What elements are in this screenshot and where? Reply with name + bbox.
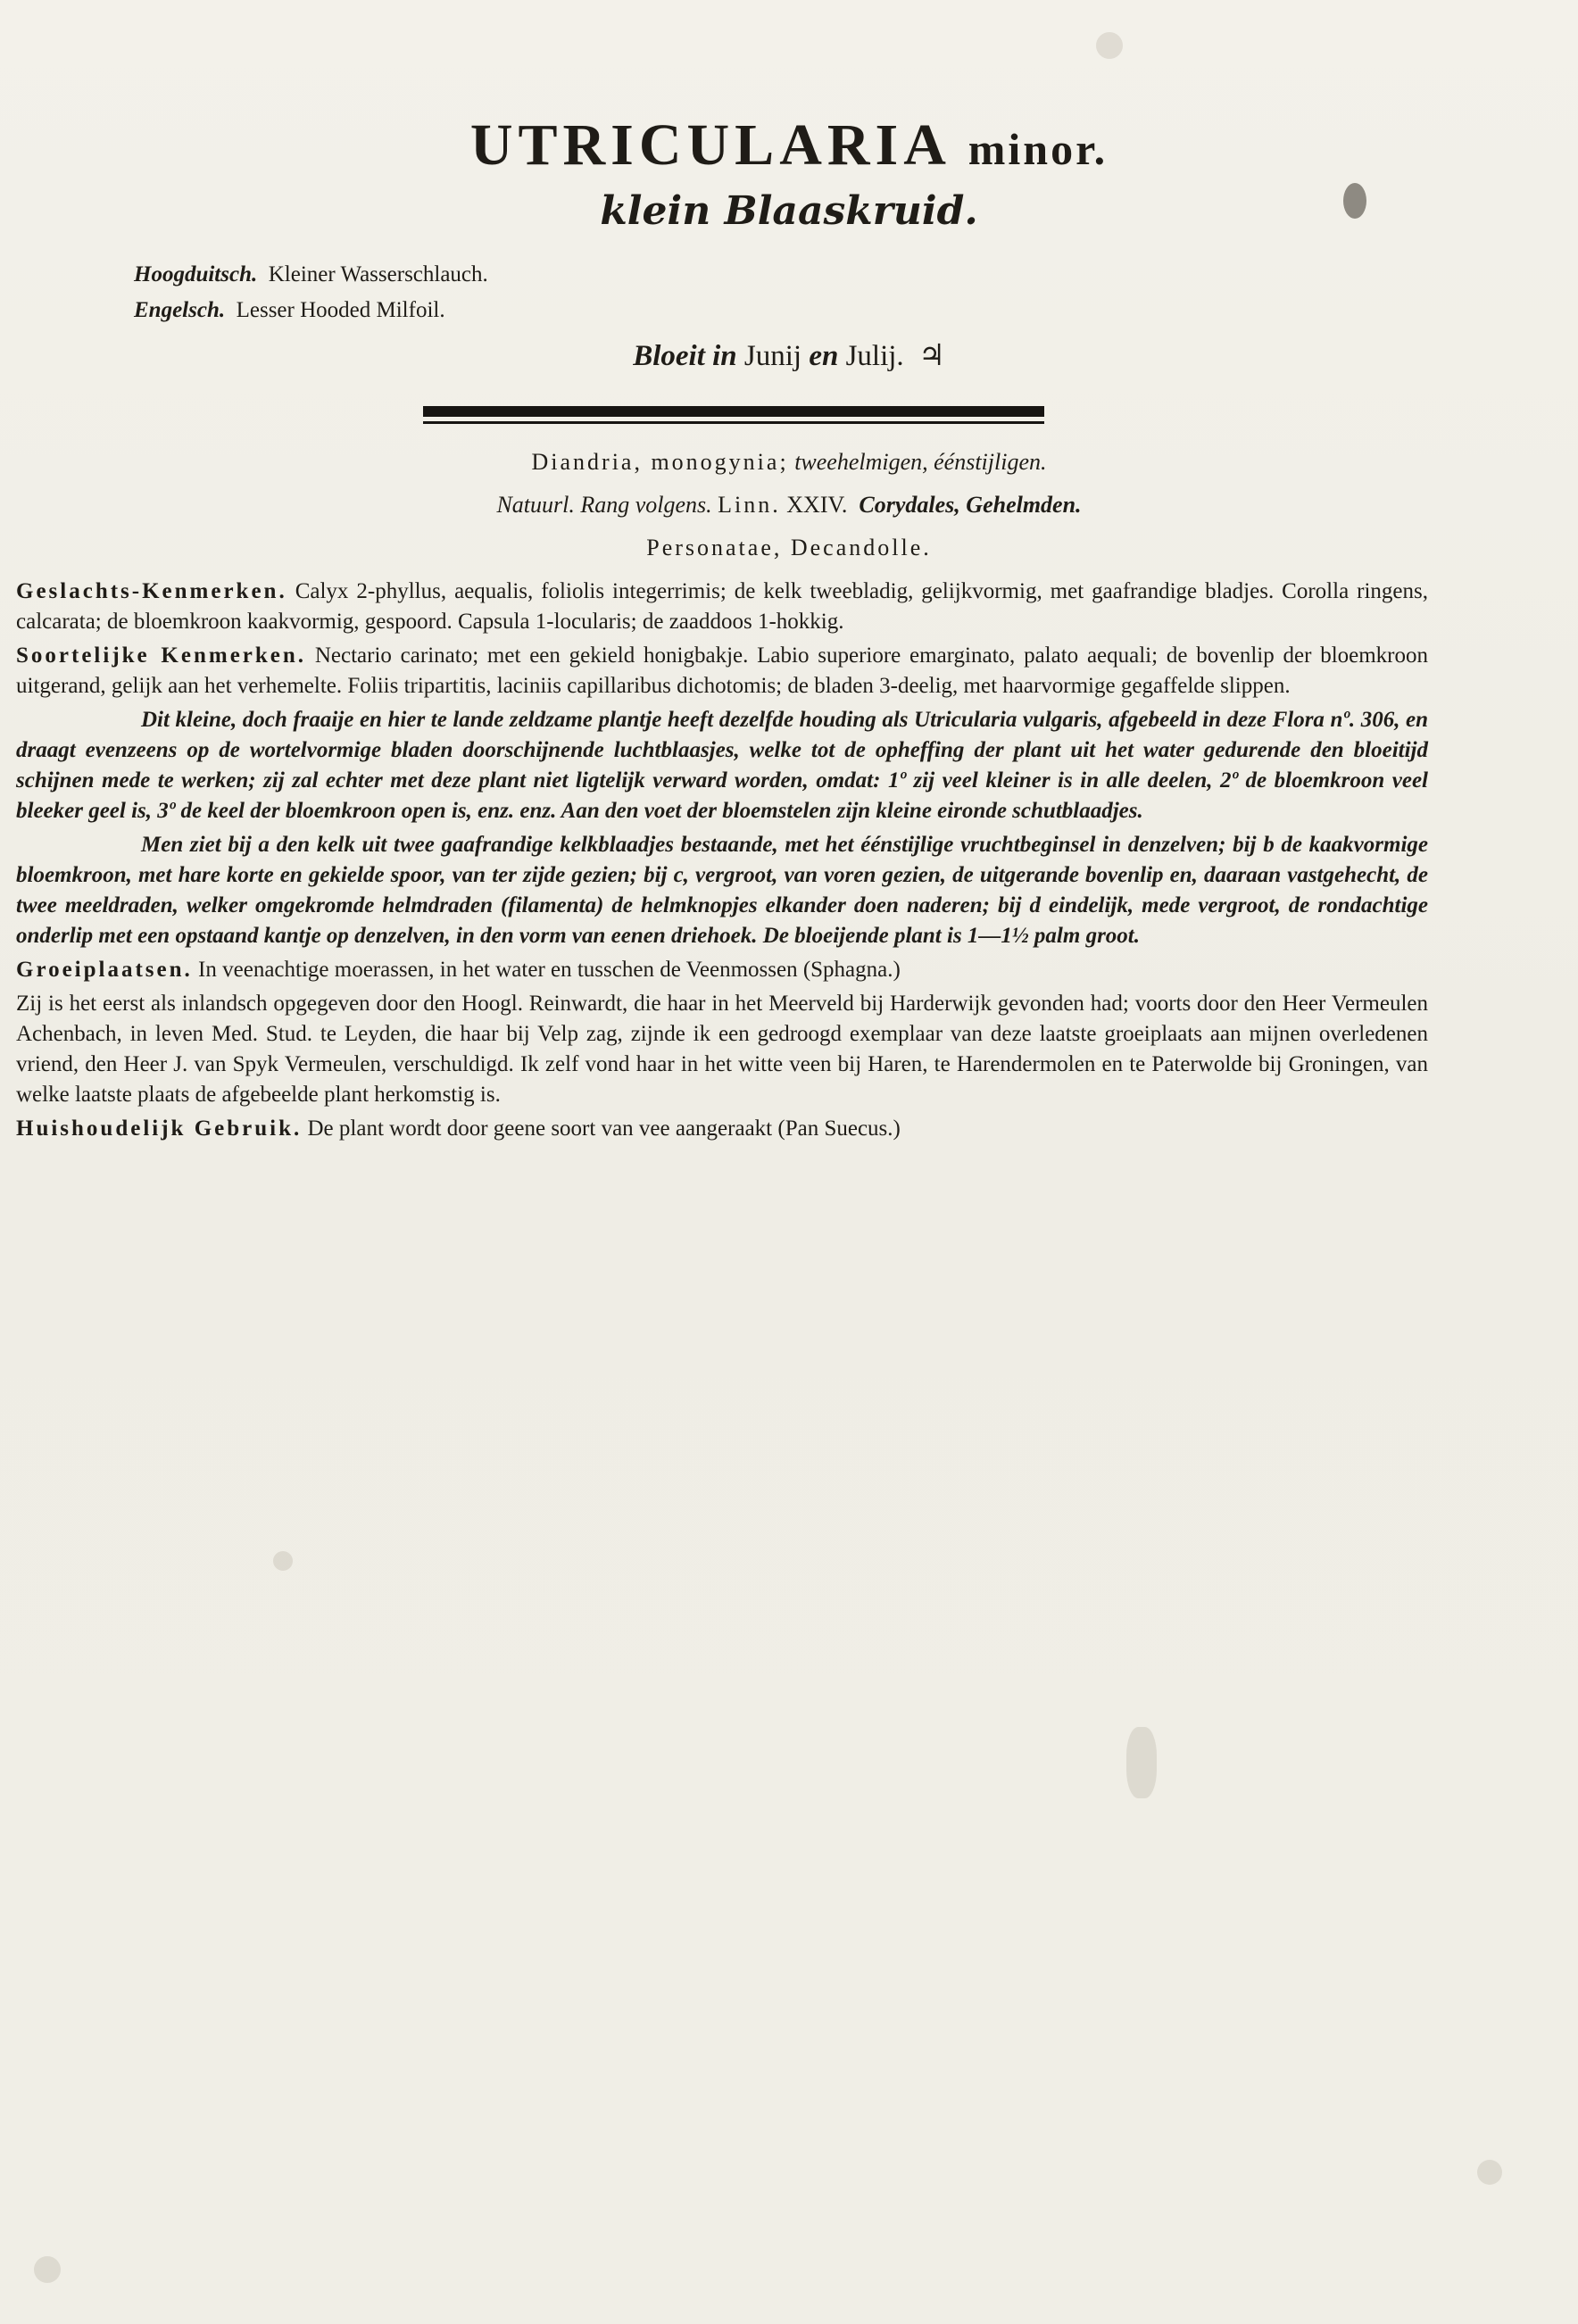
paper-stain	[1126, 1727, 1157, 1798]
section-label: Geslachts-Kenmerken.	[16, 579, 287, 603]
paper-stain	[273, 1551, 293, 1571]
header-rule	[423, 406, 1044, 429]
bloeit-label: Bloeit in	[633, 340, 737, 372]
genus-name: UTRICULARIA	[469, 112, 949, 178]
species-name: minor.	[968, 124, 1109, 174]
habitat-paragraph: Zij is het eerst als inlandsch opgegeven door den Hoogl. Reinwardt, die haar in het Meerveld bij Harderwijk gevonden had; voorts door den Heer Vermeulen Achenbach, in leven Med. Stud. te Leyden, die haar bij Velp zag, zijnde ik een gedroogd exemplaar van deze laatste groeiplaats aan mijnen overledenen vriend, den Heer J. van Spyk Vermeulen, verschuldigd. Ik zelf vond haar in het witte veen bij Haren, te Harendermolen en te Paterwolde bij Groningen, van welke laatste plaats de afgebeelde plant herkomstig is.	[16, 992, 1428, 1107]
perennial-symbol: ♃	[918, 340, 945, 372]
paper-stain	[1477, 2160, 1502, 2185]
paper-stain	[34, 2256, 61, 2283]
classification-line-1: Diandria, monogynia; tweehelmigen, éénstijligen.	[531, 449, 1047, 475]
habitat: Groeiplaatsen. In veenachtige moerassen, in het water en tusschen de Veenmossen (Sphagna.)	[16, 958, 901, 982]
foreign-name: Kleiner Wasserschlauch.	[268, 262, 488, 286]
month-2: Julij.	[845, 340, 904, 372]
section-label: Soortelijke Kenmerken.	[16, 643, 307, 668]
main-text	[16, 577, 1428, 1148]
page-title	[0, 112, 1578, 179]
foreign-name: Lesser Hooded Milfoil.	[236, 298, 445, 322]
classification	[0, 441, 1578, 569]
section-label: Groeiplaatsen.	[16, 958, 193, 982]
flowering-line	[0, 337, 1578, 373]
section-label: Huishoudelijk Gebruik.	[16, 1116, 303, 1141]
foreign-names	[134, 257, 488, 328]
species-characters: Soortelijke Kenmerken. Nectario carinato; met een gekield honigbakje. Labio superiore emarginato, palato aequali; de bovenlip der bloemkroon uitgerand, gelijk aan het verhemelte. Foliis tripartitis, laciniis capillaribus dichotomis; de bladen 3-deelig, met haarvormige gegaffelde slippen.	[16, 643, 1429, 698]
classification-line-2: Natuurl. Rang volgens. Linn. XXIV. Corydales, Gehelmden.	[496, 492, 1082, 518]
name-row	[134, 257, 488, 293]
classification-line-3: Personatae, Decandolle.	[646, 535, 932, 560]
language-label: Engelsch.	[134, 298, 226, 322]
page-header	[0, 112, 1578, 234]
common-name: klein Blaaskruid.	[600, 188, 978, 234]
genus-characters: Geslachts-Kenmerken. Calyx 2-phyllus, aequalis, foliolis integerrimis; de kelk tweebladig, gelijkvormig, met gaafrandige bladjes. Corolla ringens, calcarata; de bloemkroon kaakvormig, gespoord. Capsula 1-locularis; de zaaddoos 1-hokkig.	[16, 579, 1428, 634]
name-row	[134, 293, 488, 328]
figure-explanation: Men ziet bij a den kelk uit twee gaafrandige kelkblaadjes bestaande, met het éénstijlige vruchtbeginsel in denzelven; bij b de kaakvormige bloemkroon, met hare korte en gekielde spoor, van ter zijde gezien; bij c, vergroot, van voren gezien, de uitgerande bovenlip en, daaraan vastgehecht, de twee meeldraden, welker omgekromde helmdraden (filamenta) de helmknopjes elkander doen naderen; bij d eindelijk, mede vergroot, de rondachtige onderlip met een opstaand kantje op denzelven, in den vorm van eenen driehoek. De bloeijende plant is 1—1½ palm groot.	[16, 833, 1428, 948]
en-label: en	[809, 340, 839, 372]
description-paragraph: Dit kleine, doch fraaije en hier te lande zeldzame plantje heeft dezelfde houding als Utricularia vulgaris, afgebeeld in deze Flora nº. 306, en draagt evenzeens op de wortelvormige bladen doorschijnende luchtblaasjes, welke tot de opheffing der plant uit het water gedurende den bloeitijd schijnen mede te werken; zij zal echter met deze plant niet ligtelijk verward worden, omdat: 1º zij veel kleiner is in alle deelen, 2º de bloemkroon veel bleeker geel is, 3º de keel der bloemkroon open is, enz. enz. Aan den voet der bloemstelen zijn kleine eironde schutblaadjes.	[16, 708, 1428, 823]
paper-stain	[1096, 32, 1123, 59]
economic-use: Huishoudelijk Gebruik. De plant wordt door geene soort van vee aangeraakt (Pan Suecus.)	[16, 1116, 901, 1141]
month-1: Junij	[743, 340, 802, 372]
language-label: Hoogduitsch.	[134, 262, 258, 286]
